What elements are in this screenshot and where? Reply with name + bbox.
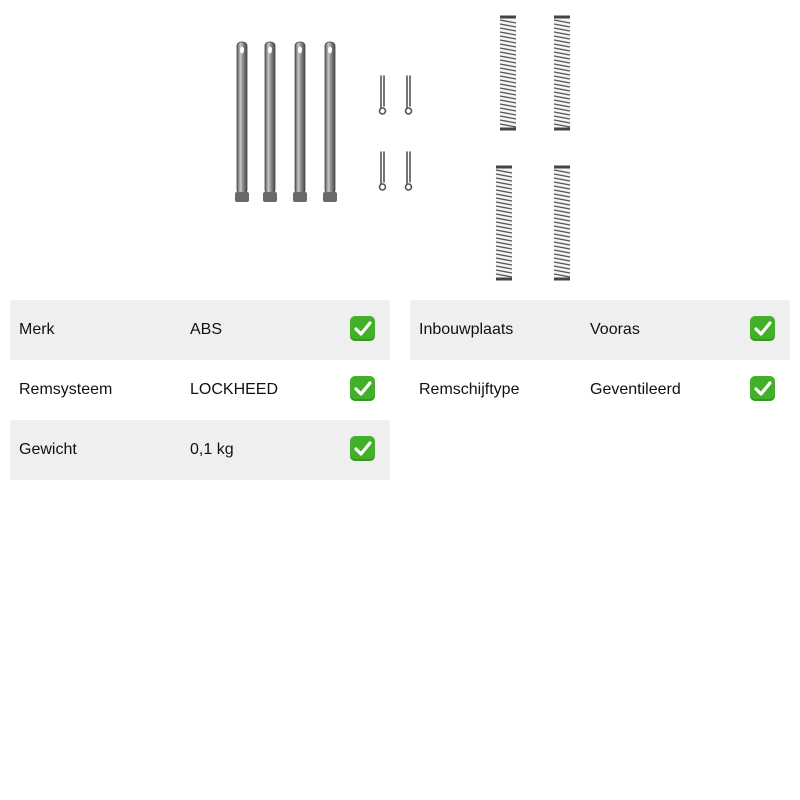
- spec-row-merk: [10, 300, 390, 360]
- spring: [500, 17, 516, 130]
- spec-label: Remsysteem: [19, 381, 113, 398]
- spec-row-gewicht: [10, 420, 390, 480]
- spec-row-remsysteem: [10, 360, 390, 420]
- spec-table-right: [410, 300, 790, 420]
- spec-row-inbouwplaats: [410, 300, 790, 360]
- guide-pin: [235, 42, 249, 202]
- spec-label: Merk: [19, 321, 55, 338]
- guide-pin: [293, 42, 307, 202]
- cotter-pin: [380, 76, 386, 114]
- check-mark-icon: [750, 376, 775, 401]
- cotter-pin: [406, 76, 412, 114]
- spec-table-left: [10, 300, 390, 480]
- spec-value: Vooras: [590, 321, 640, 338]
- guide-pin: [263, 42, 277, 202]
- spec-label: Gewicht: [19, 441, 77, 458]
- cotter-pin: [380, 152, 386, 190]
- spec-row-remschijftype: [410, 360, 790, 420]
- check-mark-icon: [350, 436, 375, 461]
- spec-value: ABS: [190, 321, 223, 338]
- check-mark-icon: [350, 316, 375, 341]
- spring: [554, 17, 570, 130]
- spec-label: Remschijftype: [419, 381, 520, 398]
- spec-value: 0,1 kg: [190, 441, 234, 458]
- product-image: [0, 0, 800, 290]
- spring: [496, 167, 512, 280]
- spring: [554, 167, 570, 280]
- cotter-pin: [406, 152, 412, 190]
- spec-label: Inbouwplaats: [419, 321, 514, 338]
- check-mark-icon: [350, 376, 375, 401]
- guide-pin: [323, 42, 337, 202]
- spec-value: LOCKHEED: [190, 381, 279, 398]
- spec-value: Geventileerd: [590, 381, 681, 398]
- check-mark-icon: [750, 316, 775, 341]
